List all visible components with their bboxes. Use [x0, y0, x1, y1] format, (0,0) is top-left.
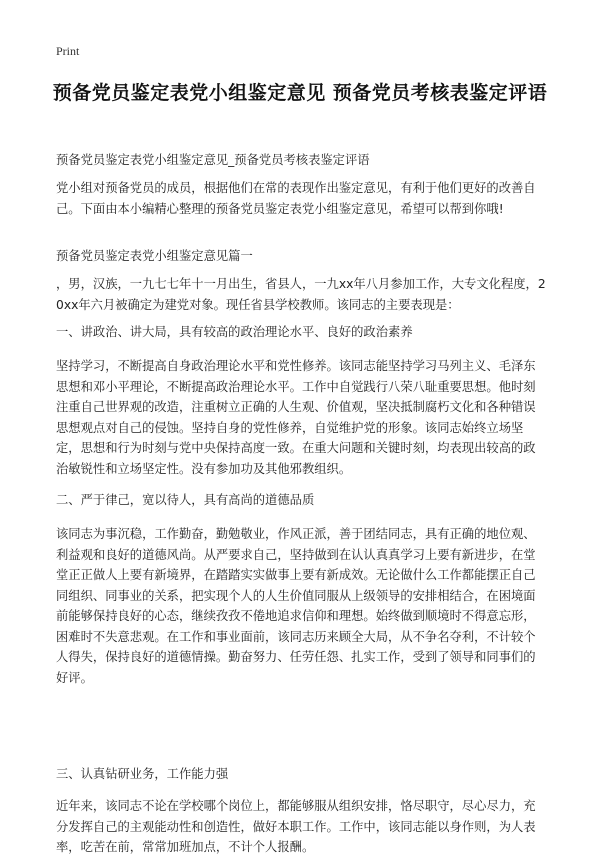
- bio-paragraph: ，男，汉族，一九七七年十一月出生，省县人，一九xx年八月参加工作，大专文化程度，20xx年六月被确定为建党对象。现任省县学校教师。该同志的主要表现是：: [56, 277, 546, 312]
- document-title: 预备党员鉴定表党小组鉴定意见 预备党员考核表鉴定评语: [52, 82, 548, 104]
- paragraph-ability: 近年来，该同志不论在学校哪个岗位上，都能够服从组织安排，恪尽职守，尽心尽力，充分发挥自己的主观能动性和创造性，做好本职工作。工作中，该同志能以身作则，为人表率，吃苦在前，常常加班加点，不计个人报酬。: [56, 799, 536, 854]
- paragraph-morality: 该同志为事沉稳，工作勤奋，勤勉敬业，作风正派，善于团结同志，具有正确的地位观、利益观和良好的道德风尚。从严要求自己，坚持做到在认认真真学习上要有新进步，在堂堂正正做人上要有新境界，在踏踏实实做事上要有新成效。无论做什么工作都能摆正自己同组织、同事业的关系，把实现个人的人生价值同服从上级领导的安排相结合，在困境面前能够保持良好的心态，继续孜孜不倦地追求信仰和理想。始终做到顺境时不得意忘形，困难时不失意悲观。在工作和事业面前，该同志历来顾全大局，从不争名夺利，不计较个人得失，保持良好的道德情操。勤奋努力、任劳任怨、扎实工作，受到了领导和同事们的好评。: [56, 527, 536, 685]
- paragraph-politics: 坚持学习，不断提高自身政治理论水平和党性修养。该同志能坚持学习马列主义、毛泽东思想和邓小平理论，不断提高政治理论水平。工作中自觉践行八荣八耻重要思想。他时刻注重自己世界观的改造，注重树立正确的人生观、价值观，坚决抵制腐朽文化和各种错误思想观点对自己的侵蚀。坚持自身的党性修养，自觉维护党的形象。该同志始终立场坚定，思想和行为时刻与党中央保持高度一致。在重大问题和关键时刻，均表现出较高的政治敏锐性和立场坚定性。没有参加功及其他邪教组织。: [56, 359, 536, 476]
- section-title: 预备党员鉴定表党小组鉴定意见篇一: [56, 249, 253, 263]
- heading-morality: 二、严于律己，宽以待人，具有高尚的道德品质: [56, 493, 315, 507]
- intro-paragraph: 党小组对预备党员的成员，根据他们在常的表现作出鉴定意见，有利于他们更好的改善自己。下面由本小编精心整理的预备党员鉴定表党小组鉴定意见，希望可以帮到你哦!: [56, 181, 536, 216]
- heading-ability: 三、认真钻研业务，工作能力强: [56, 767, 229, 781]
- heading-politics: 一、讲政治、讲大局，具有较高的政治理论水平、良好的政治素养: [56, 325, 413, 339]
- document-subtitle: 预备党员鉴定表党小组鉴定意见_预备党员考核表鉴定评语: [56, 153, 370, 167]
- print-label: Print: [56, 44, 80, 58]
